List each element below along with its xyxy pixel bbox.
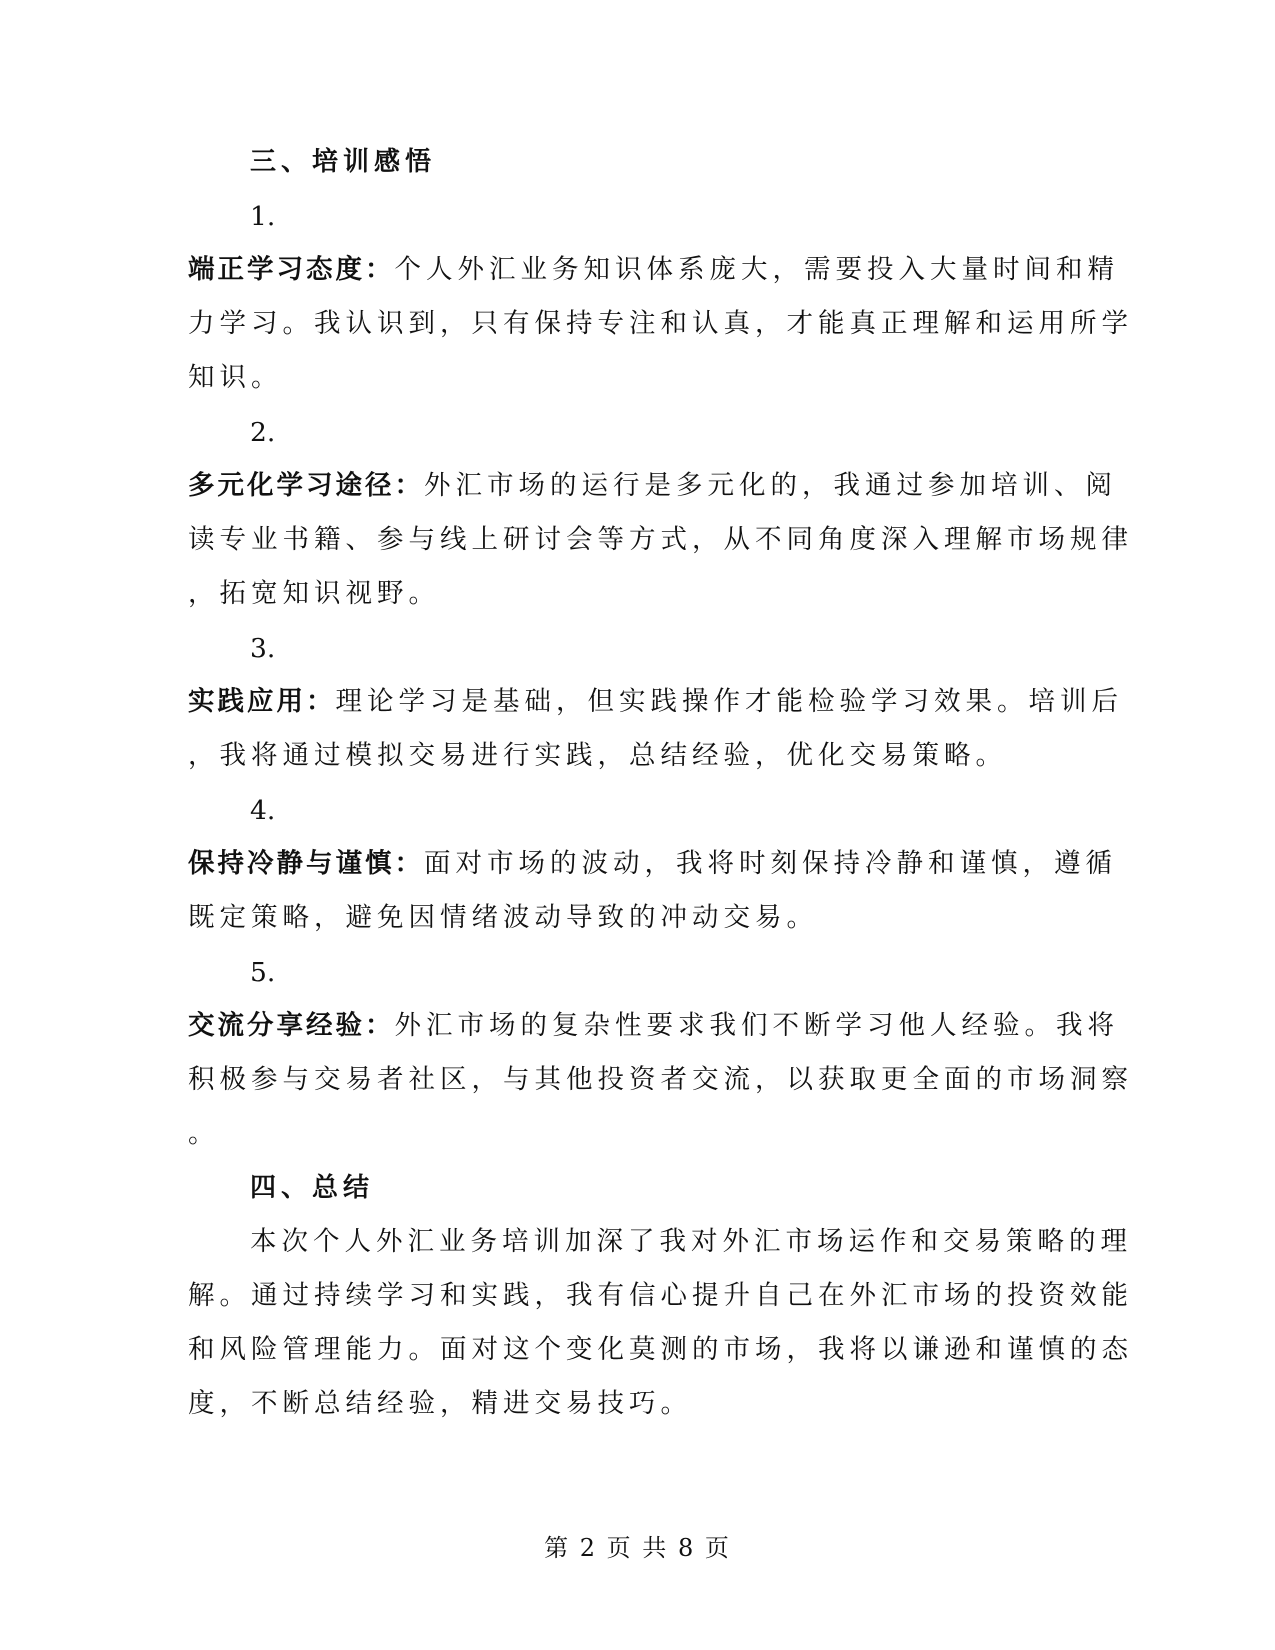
paragraph-line: ，拓宽知识视野。 <box>188 578 440 609</box>
item-text: 面对市场的波动，我将时刻保持冷静和谨慎，遵循 <box>424 848 1117 879</box>
paragraph-line: 知识。 <box>188 362 283 393</box>
paragraph-line <box>188 466 1117 506</box>
item-term: 多元化学习途径： <box>188 470 424 501</box>
paragraph-line <box>188 1006 1119 1046</box>
paragraph-line <box>188 682 1123 722</box>
paragraph-line <box>188 250 1119 290</box>
item-term: 端正学习态度： <box>188 254 395 285</box>
item-number: 1. <box>250 201 276 232</box>
paragraph-line: 力学习。我认识到，只有保持专注和认真，才能真正理解和运用所学 <box>188 308 1133 339</box>
paragraph-line: ，我将通过模拟交易进行实践，总结经验，优化交易策略。 <box>188 740 1007 771</box>
item-number: 4. <box>250 795 276 826</box>
paragraph-line: 和风险管理能力。面对这个变化莫测的市场，我将以谦逊和谨慎的态 <box>188 1334 1133 1365</box>
item-term: 保持冷静与谨慎： <box>188 848 424 879</box>
item-number: 2. <box>250 417 276 448</box>
paragraph-line: 本次个人外汇业务培训加深了我对外汇市场运作和交易策略的理 <box>250 1226 1132 1257</box>
item-text: 外汇市场的运行是多元化的，我通过参加培训、阅 <box>424 470 1117 501</box>
paragraph-line: 。 <box>188 1118 220 1149</box>
item-term: 交流分享经验： <box>188 1010 395 1041</box>
paragraph-line: 既定策略，避免因情绪波动导致的冲动交易。 <box>188 902 818 933</box>
page-number-footer: 第 2 页 共 8 页 <box>544 1534 731 1562</box>
paragraph-line <box>188 844 1117 884</box>
item-text: 个人外汇业务知识体系庞大，需要投入大量时间和精 <box>394 254 1119 285</box>
item-number: 3. <box>250 633 276 664</box>
paragraph-line: 积极参与交易者社区，与其他投资者交流，以获取更全面的市场洞察 <box>188 1064 1133 1095</box>
item-text: 外汇市场的复杂性要求我们不断学习他人经验。我将 <box>394 1010 1119 1041</box>
section-heading: 三、培训感悟 <box>250 147 437 177</box>
item-number: 5. <box>250 957 276 988</box>
section-heading: 四、总结 <box>250 1173 375 1203</box>
paragraph-line: 读专业书籍、参与线上研讨会等方式，从不同角度深入理解市场规律 <box>188 524 1133 555</box>
item-term: 实践应用： <box>188 686 336 717</box>
paragraph-line: 度，不断总结经验，精进交易技巧。 <box>188 1388 692 1419</box>
paragraph-line: 解。通过持续学习和实践，我有信心提升自己在外汇市场的投资效能 <box>188 1280 1133 1311</box>
item-text: 理论学习是基础，但实践操作才能检验学习效果。培训后 <box>335 686 1123 717</box>
